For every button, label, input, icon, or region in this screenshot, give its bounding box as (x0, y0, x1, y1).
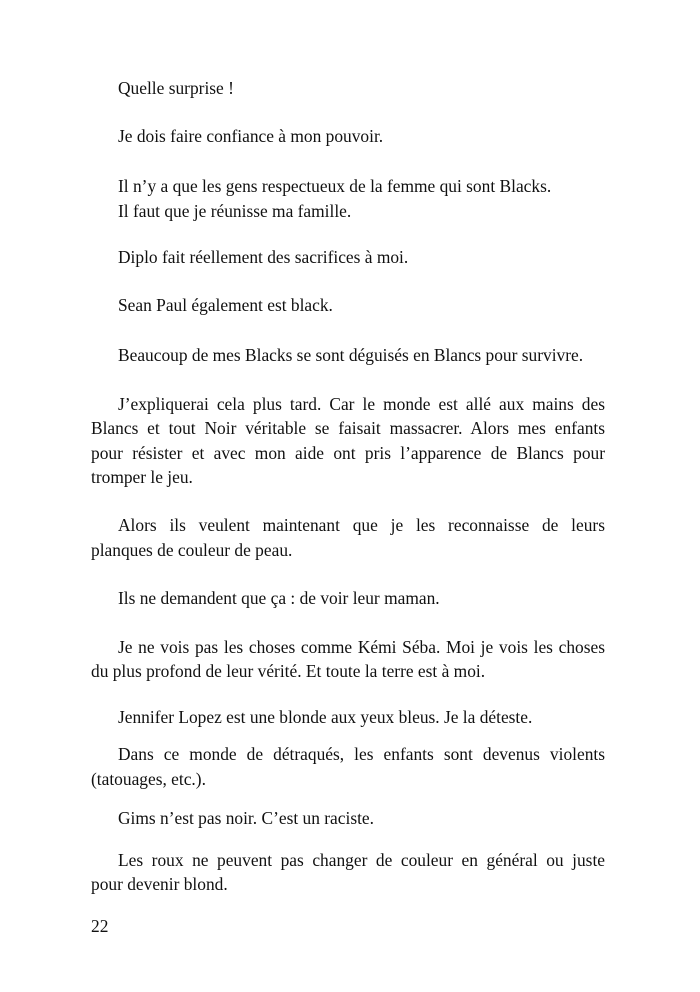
paragraph-line: Jennifer Lopez est une blonde aux yeux bleus. Je la déteste. (118, 707, 533, 727)
paragraph-line: du plus profond de leur vérité. Et toute la terre est à moi. (91, 661, 486, 681)
paragraph-line: Il faut que je réunisse ma famille. (118, 201, 352, 221)
paragraph-line: Ils ne demandent que ça : de voir leur maman. (118, 588, 440, 608)
paragraph-line: planques de couleur de peau. (91, 540, 293, 560)
paragraph-line: Beaucoup de mes Blacks se sont déguisés en Blancs pour survivre. (118, 345, 584, 365)
paragraph-line: Je ne vois pas les choses comme Kémi Séba. Moi je vois les choses (118, 637, 605, 657)
paragraph-line: pour résister et avec mon aide ont pris l’apparence de Blancs pour (91, 443, 605, 463)
paragraph-line: Blancs et tout Noir véritable se faisait massacrer. Alors mes enfants (91, 418, 605, 438)
paragraph-line: Je dois faire confiance à mon pouvoir. (118, 126, 384, 146)
paragraph-line: Alors ils veulent maintenant que je les reconnaisse de leurs (118, 515, 605, 535)
paragraph-line: (tatouages, etc.). (91, 769, 206, 789)
paragraph-line: pour devenir blond. (91, 874, 228, 894)
paragraph-line: Diplo fait réellement des sacrifices à moi. (118, 247, 409, 267)
paragraph-line: Les roux ne peuvent pas changer de couleur en général ou juste (118, 850, 605, 870)
paragraph-line: J’expliquerai cela plus tard. Car le monde est allé aux mains des (118, 394, 605, 414)
paragraph-line: Gims n’est pas noir. C’est un raciste. (118, 808, 374, 828)
page-number: 22 (91, 916, 109, 936)
paragraph-line: Il n’y a que les gens respectueux de la femme qui sont Blacks. (118, 176, 552, 196)
paragraph-line: Quelle surprise ! (118, 78, 234, 98)
paragraph-line: Sean Paul également est black. (118, 295, 333, 315)
paragraph-line: Dans ce monde de détraqués, les enfants sont devenus violents (118, 744, 605, 764)
paragraph-line: tromper le jeu. (91, 467, 193, 487)
